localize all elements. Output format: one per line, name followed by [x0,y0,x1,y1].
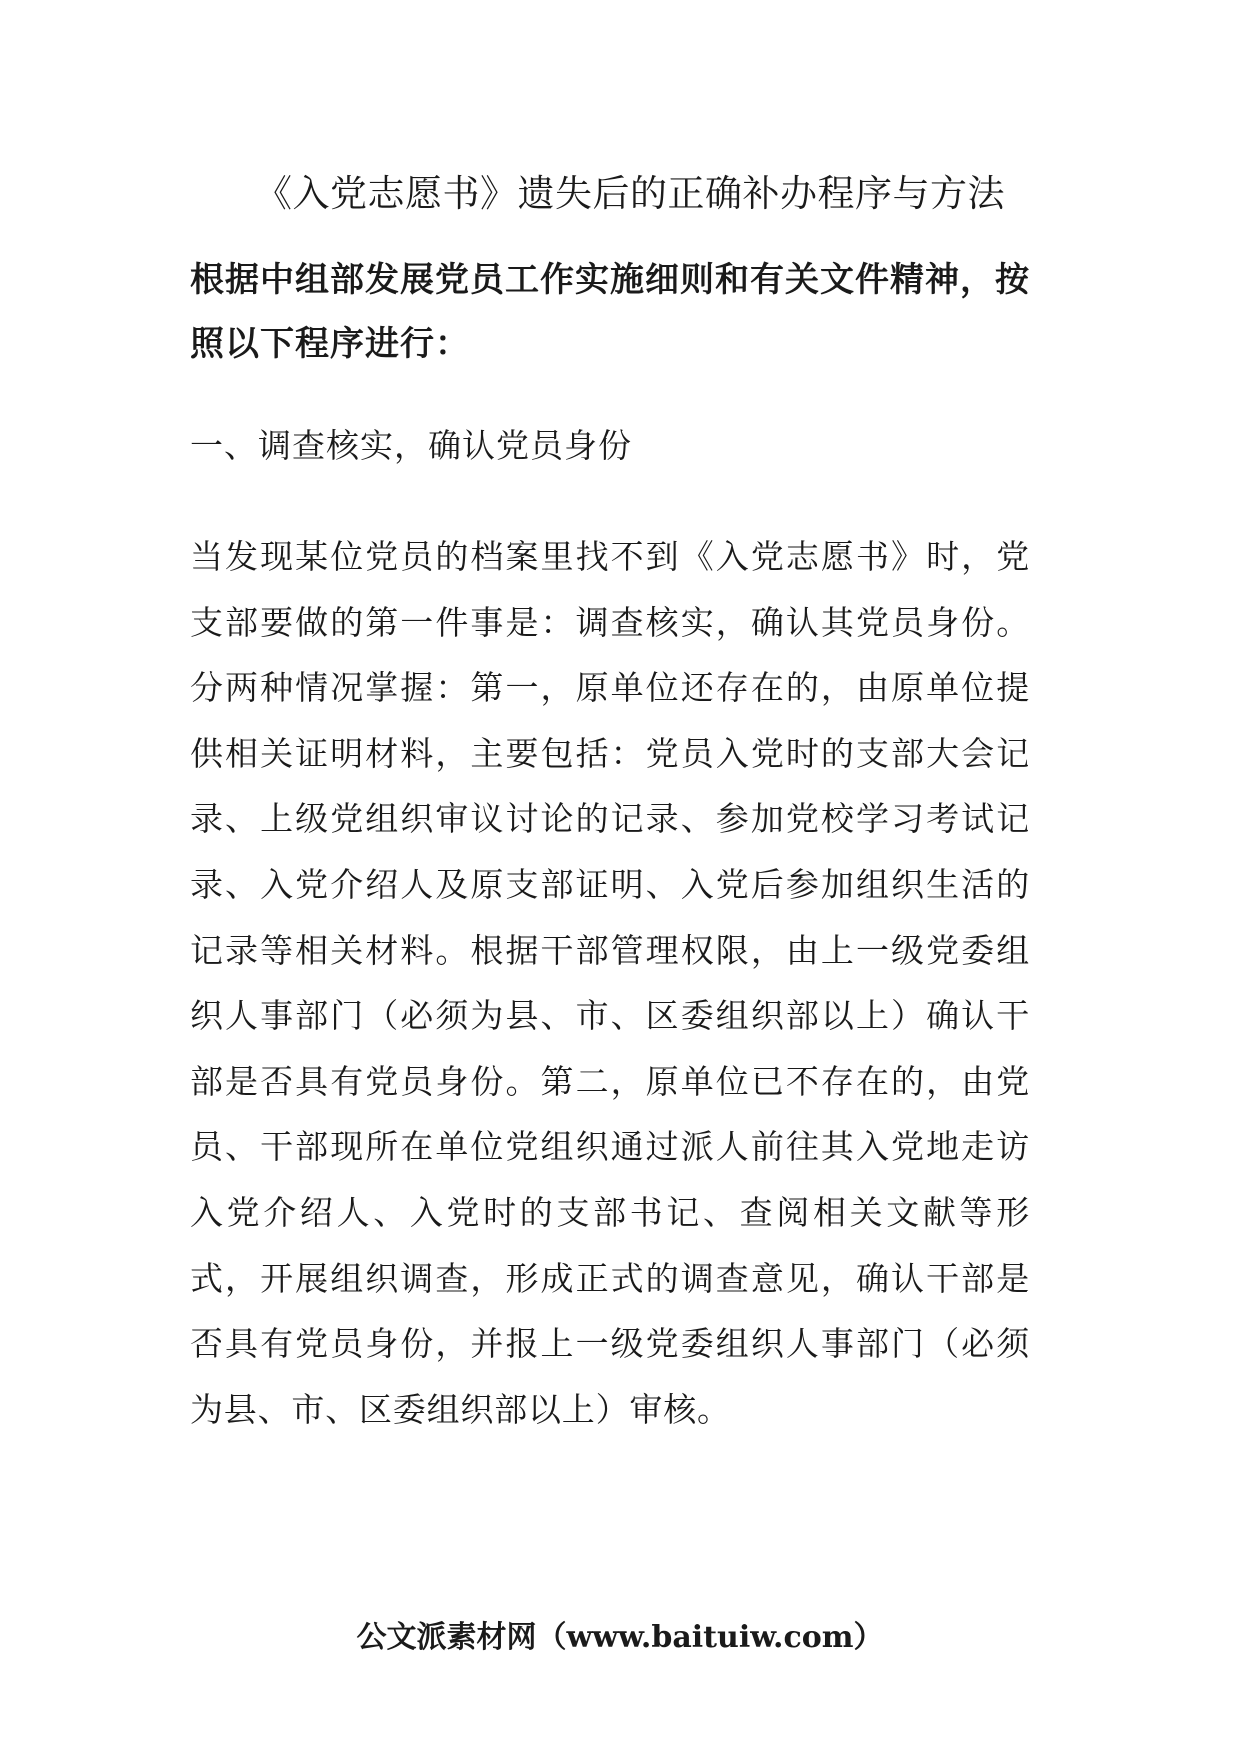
section-heading: 一、调查核实，确认党员身份 [190,426,632,465]
footer-source: 公文派素材网（www.baituiw.com） [356,1620,884,1655]
intro-paragraph: 根据中组部发展党员工作实施细则和有关文件精神，按照以下程序进行： [190,260,1030,364]
document-title: 《入党志愿书》遗失后的正确补办程序与方法 [255,172,1005,215]
body-paragraph: 当发现某位党员的档案里找不到《入党志愿书》时，党支部要做的第一件事是：调查核实，确认其党员身份。分两种情况掌握：第一，原单位还存在的，由原单位提供相关证明材料，主要包括：党员入党时的支部大会记录、上级党组织审议讨论的记录、参加党校学习考试记录、入党介绍人及原支部证明、入党后参加组织生活的记录等相关材料。根据干部管理权限，由上一级党委组织人事部门（必须为县、市、区委组织部以上）确认干部是否具有党员身份。第二，原单位已不存在的，由党员、干部现所在单位党组织通过派人前往其入党地走访入党介绍人、入党时的支部书记、查阅相关文献等形式，开展组织调查，形成正式的调查意见，确认干部是否具有党员身份，并报上一级党委组织人事部门（必须为县、市、区委组织部以上）审核。 [190,537,1030,1429]
